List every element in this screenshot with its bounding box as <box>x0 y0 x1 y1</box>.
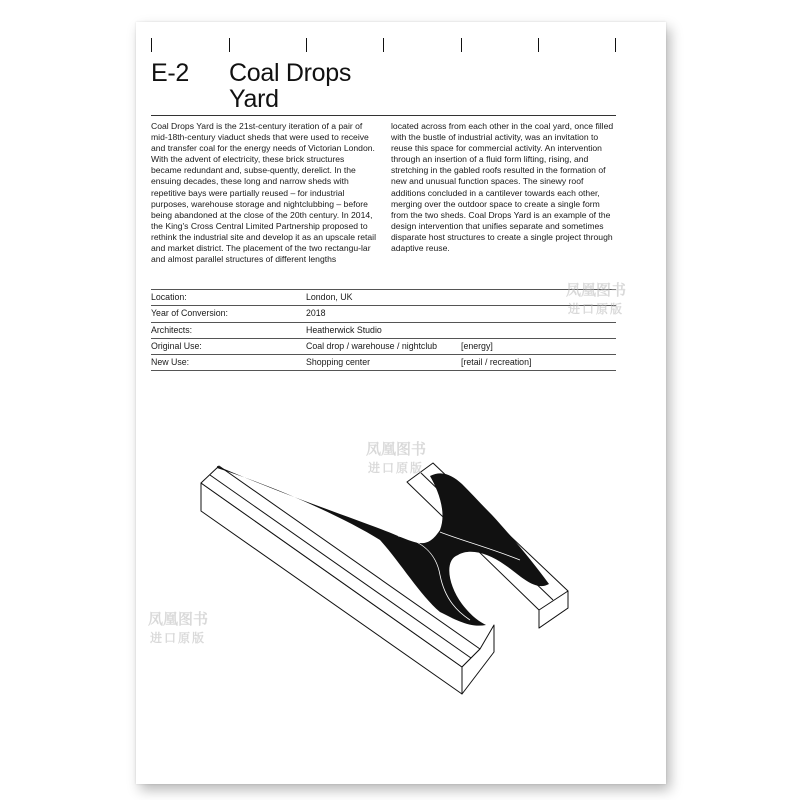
info-value: 2018 <box>306 308 326 319</box>
info-label: Original Use: <box>151 340 202 351</box>
watermark-line-1: 凤凰图书 <box>148 611 209 628</box>
body-text-left-column: Coal Drops Yard is the 21st-century iteration of a pair of mid-18th-century viaduct sheds that were used to receive and transfer coal for the energy needs of Victorian London. With the advent of electricity, these brick structures became redundant and, subse-quently, derelict. In the ensuing decades, these long and narrow sheds with repetitive bays were partially reused – for industrial purposes, warehouse storage and nightclubbing – before being abandoned at the close of the 20th century. In 2014, the King's Cross Central Limited Partnership proposed to rethink the industrial site and develop it as an upscale retail and market district. The placement of the two rectangu-lar and almost parallel structures of different lengths <box>151 121 377 265</box>
entry-code: E-2 <box>151 59 190 87</box>
info-category: [energy] <box>461 340 493 351</box>
info-label: Location: <box>151 292 187 302</box>
info-label: Architects: <box>151 324 193 335</box>
watermark <box>566 282 626 318</box>
title-line-1: Coal Drops <box>229 59 352 87</box>
info-category: [retail / recreation] <box>461 357 532 368</box>
body-text-right-column: located across from each other in the coal yard, once filled with the bustle of industrial activity, was an invitation to reuse this space for commercial activity. An intervention through an insertion of a fluid form lifting, rising, and stretching in the gabled roofs resulted in the formation of new and unusual function spaces. The sinewy roof additions concluded in a cantilever towards each other, merging over the outdoor space to create a single form from the two sheds. Coal Drops Yard is an example of the design intervention that unifies separate and sometimes disparate host structures to create a single project through adaptive reuse. <box>391 121 614 254</box>
watermark <box>148 611 208 647</box>
info-label: Year of Conversion: <box>151 308 228 319</box>
title-line-2: Yard <box>229 85 279 113</box>
info-label: New Use: <box>151 357 190 368</box>
info-value: Coal drop / warehouse / nightclub <box>306 340 438 351</box>
watermark-line-2: 进口原版 <box>368 461 425 475</box>
watermark-line-2: 进口原版 <box>568 302 625 316</box>
info-value: Shopping center <box>306 357 371 368</box>
info-value: London, UK <box>306 292 353 302</box>
watermark-line-1: 凤凰图书 <box>366 441 427 458</box>
watermark-line-2: 进口原版 <box>150 631 207 645</box>
watermark-line-1: 凤凰图书 <box>566 282 627 299</box>
info-value: Heatherwick Studio <box>306 324 382 335</box>
watermark <box>366 441 426 477</box>
